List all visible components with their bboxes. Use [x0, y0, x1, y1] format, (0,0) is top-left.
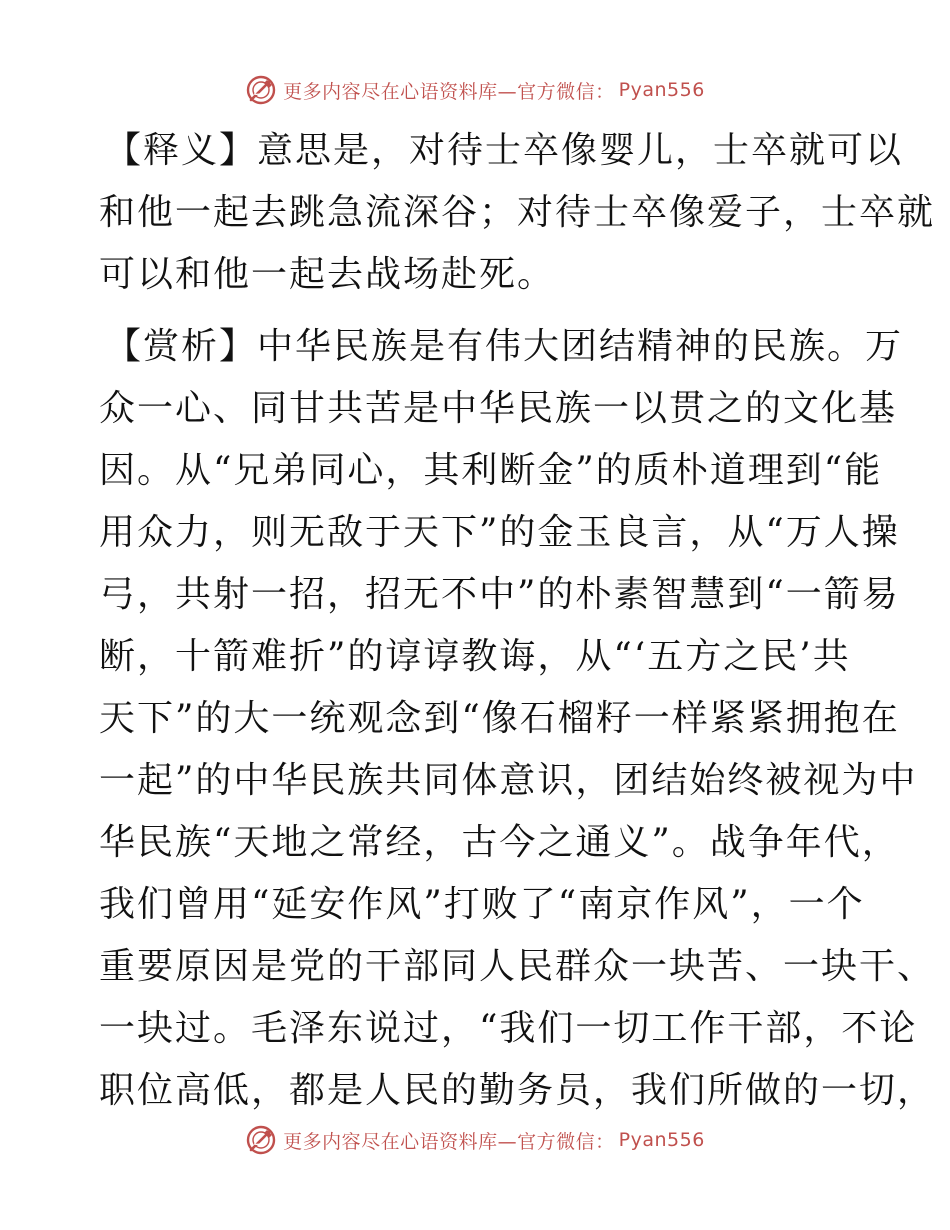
text-line: 天下”的大一统观念到“像石榴籽一样紧紧拥抱在 [99, 698, 900, 739]
paragraph-definition [0, 120, 950, 306]
text-line: 【释义】意思是，对待士卒像婴儿，士卒就可以 [105, 130, 904, 171]
text-line: 断，十箭难折”的谆谆教诲，从“‘五方之民’共 [99, 636, 851, 677]
paragraph-analysis [0, 316, 950, 1122]
text-line: 重要原因是党的干部同人民群众一块苦、一块干、 [99, 946, 936, 987]
text-line: 一块过。毛泽东说过，“我们一切工作干部，不论 [99, 1008, 918, 1049]
text-line: 弓，共射一招，招无不中”的朴素智慧到“一箭易 [99, 574, 900, 615]
text-line: 众一心、同甘共苦是中华民族一以贯之的文化基 [99, 388, 898, 429]
seal-logo-icon [245, 74, 277, 106]
text-line: 和他一起去跳急流深谷；对待士卒像爱子，士卒就 [99, 192, 936, 233]
watermark-text: 更多内容尽在心语资料库—官方微信： [283, 1130, 615, 1153]
text-line: 一起”的中华民族共同体意识，团结始终被视为中 [99, 760, 918, 801]
document-body [0, 120, 950, 1132]
watermark-contact: Pyan556 [618, 79, 705, 101]
text-line: 因。从“兄弟同心，其利断金”的质朴道理到“能 [99, 450, 883, 491]
watermark-contact: Pyan556 [618, 1129, 705, 1151]
text-line: 【赏析】中华民族是有伟大团结精神的民族。万 [105, 326, 904, 367]
text-line: 我们曾用“延安作风”打败了“南京作风”，一个 [99, 884, 865, 925]
watermark-text: 更多内容尽在心语资料库—官方微信： [283, 80, 615, 103]
text-line: 职位高低，都是人民的勤务员，我们所做的一切， [99, 1070, 936, 1111]
header-watermark [0, 70, 950, 110]
text-line: 华民族“天地之常经，古今之通义”。战争年代， [99, 822, 900, 863]
text-line: 可以和他一起去战场赴死。 [99, 254, 556, 295]
seal-logo-icon [245, 1124, 277, 1156]
footer-watermark [0, 1120, 950, 1160]
text-line: 用众力，则无敌于天下”的金玉良言，从“万人操 [99, 512, 900, 553]
